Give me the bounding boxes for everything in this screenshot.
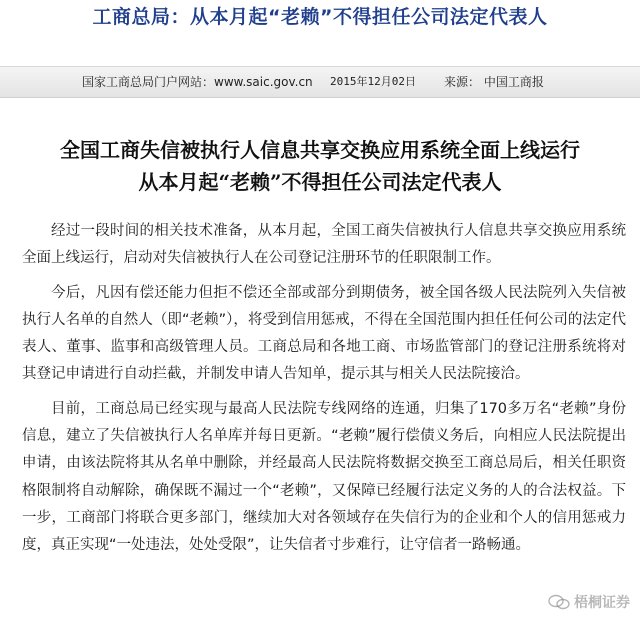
article-paragraph: 经过一段时间的相关技术准备，从本月起，全国工商失信被执行人信息共享交换应用系统全面上线运行，启动对失信被执行人在公司登记注册环节的任职限制工作。 <box>22 223 626 267</box>
article-meta-bar <box>0 66 640 98</box>
header-gap <box>0 36 640 66</box>
meta-source: 来源： 中国工商报 <box>444 75 544 89</box>
article-paragraph: 目前，工商总局已经实现与最高人民法院专线网络的连通，归集了170多万名“老赖”身份信息，建立了失信被执行人名单库并每日更新。“老赖”履行偿债义务后，向相应人民法院提出申请，由该法院将其从名单中删除，并经最高人民法院将数据交换至工商总局后，相关任职资格限制将自动解除，确保既不漏过一个“老赖”，又保障已经履行法定义务的人的合法权益。下一步，工商部门将联合更多部门，继续加大对各领域存在失信行为的企业和个人的信用惩戒力度，真正实现“一处违法，处处受限”，让失信者寸步难行，让守信者一路畅通。 <box>22 400 626 554</box>
page-title: 工商总局：从本月起“老赖”不得担任公司法定代表人 <box>92 6 548 28</box>
meta-date: 2015年12月02日 <box>330 75 416 88</box>
watermark-text: 梧桐证券 <box>574 595 630 611</box>
article-headline-line2: 从本月起“老赖”不得担任公司法定代表人 <box>138 170 502 194</box>
meta-site: 国家工商总局门户网站：www.saic.gov.cn <box>82 75 313 89</box>
article-body <box>22 218 626 567</box>
article-paragraph: 今后，凡因有偿还能力但拒不偿还全部或部分到期债务，被全国各级人民法院列入失信被执行人名单的自然人（即“老赖”），将受到信用惩戒，不得在全国范围内担任任何公司的法定代表人、董事、监事和高级管理人员。工商总局和各地工商、市场监管部门的登记注册系统将对其登记申请进行自动拦截，并制发申请人告知单，提示其与相关人民法院接洽。 <box>22 284 626 383</box>
watermark <box>548 592 630 612</box>
article-headline-line1: 全国工商失信被执行人信息共享交换应用系统全面上线运行 <box>60 138 580 162</box>
wechat-icon <box>548 594 570 610</box>
